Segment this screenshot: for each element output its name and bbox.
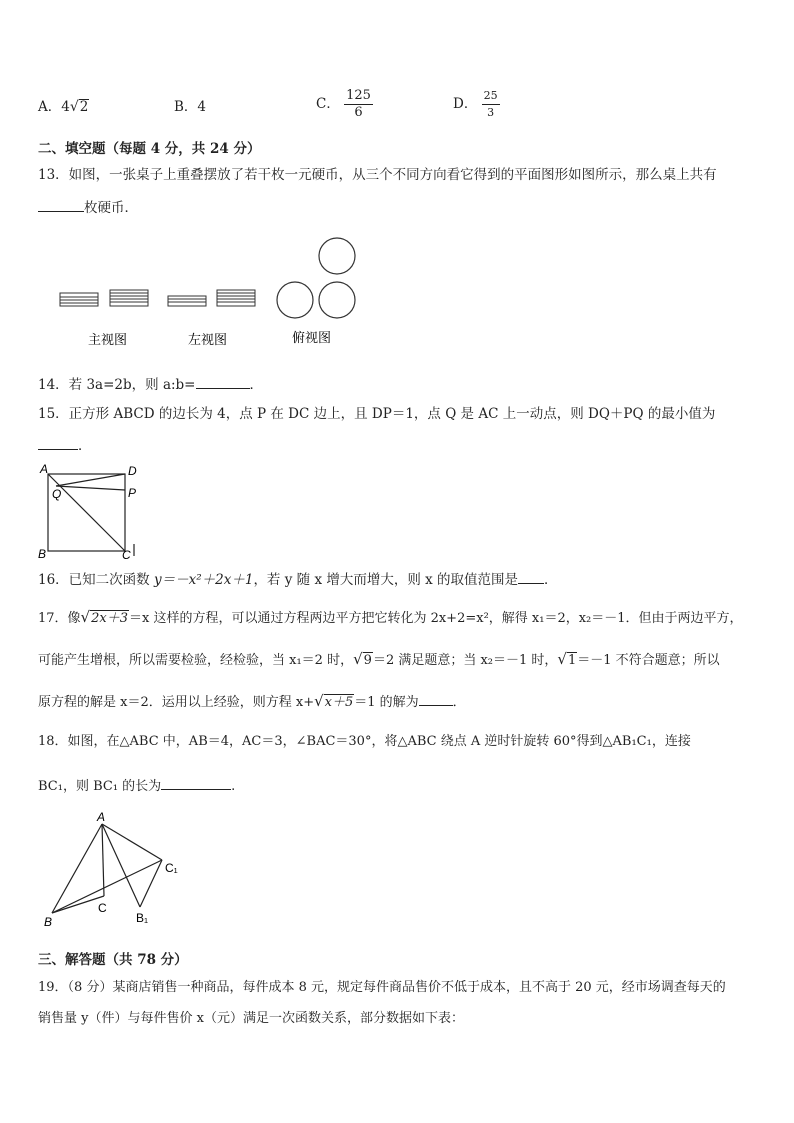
- q16-pre: 16．已知二次函数: [38, 572, 154, 588]
- q16-line: [38, 570, 558, 589]
- label-a: A: [40, 462, 49, 476]
- q17-line3: [38, 692, 466, 712]
- option-d-fraction: [482, 88, 500, 121]
- q18-end: .: [231, 779, 236, 794]
- option-a-label: A．: [38, 99, 62, 115]
- q16-answer-blank[interactable]: [518, 570, 544, 584]
- front-stack-tall: [110, 290, 148, 306]
- label-left-view: 左视图: [188, 332, 228, 347]
- sqrt-sign-icon: √: [69, 99, 79, 115]
- coin-top-circle-2: [277, 282, 313, 318]
- label-c: C: [98, 901, 107, 915]
- option-c-label: C．: [316, 96, 340, 112]
- option-a-radicand: 2: [79, 99, 89, 115]
- label-b: B: [44, 915, 53, 929]
- left-stack-short: [168, 296, 206, 306]
- q17-l2-radicand2: 1: [567, 653, 577, 668]
- label-b: B: [38, 547, 47, 561]
- q18-line2: [38, 776, 235, 796]
- option-d-label: D．: [453, 96, 478, 112]
- option-b: [174, 98, 206, 116]
- q18-line2-pre: BC₁，则 BC₁ 的长为: [38, 779, 162, 794]
- label-p: P: [128, 486, 137, 500]
- q15-line1: 15．正方形 ABCD 的边长为 4，点 P 在 DC 边上，且 DP＝1，点 Q 是 AC 上一动点，则 DQ＋PQ 的最小值为: [38, 406, 716, 422]
- q17-l3-radicand: x＋5: [324, 695, 354, 710]
- segment-qp: [56, 486, 125, 490]
- rotation-triangle-figure: [36, 810, 196, 935]
- q17-l2-pre: 可能产生增根，所以需要检验，经检验，当 x₁＝2 时，: [38, 653, 354, 668]
- front-view-stacks: [60, 290, 148, 306]
- q17-l2-end: ＝－1 不符合题意；所以: [577, 653, 720, 668]
- label-b1: B₁: [136, 911, 149, 925]
- option-d-denominator: 3: [487, 106, 495, 119]
- sqrt-sign-icon: √: [557, 650, 567, 668]
- q17-l2-radicand1: 9: [363, 653, 372, 668]
- q17-l1-mid: ＝x 这样的方程，可以通过方程两边平方把它转化为 2x+2=x²，解得 x₁＝2，x₂＝－1．但由于两边平方，: [128, 611, 743, 626]
- option-d: [453, 88, 500, 121]
- square-abcd-figure: [34, 460, 144, 562]
- option-c-denominator: 6: [354, 105, 363, 120]
- q15-end: ．: [78, 438, 92, 454]
- q13-line2: [38, 198, 138, 217]
- segment-qd: [56, 474, 125, 486]
- segment-ac1: [102, 824, 162, 860]
- segment-ab1: [102, 824, 140, 907]
- coin-views-figure: [40, 232, 380, 362]
- label-d: D: [128, 464, 137, 478]
- coin-top-circle-3: [319, 282, 355, 318]
- q14-answer-blank[interactable]: [196, 375, 250, 389]
- segment-b1c1: [140, 860, 162, 907]
- q13-answer-blank[interactable]: [38, 198, 84, 212]
- label-top-view: 俯视图: [292, 330, 332, 345]
- q17-l3-pre: 原方程的解是 x＝2．运用以上经验，则方程 x+: [38, 695, 315, 710]
- section2-heading: 二、填空题（每题 4 分，共 24 分）: [38, 141, 261, 157]
- option-c-numerator: 125: [346, 88, 371, 103]
- option-a-coef: 4: [61, 99, 70, 115]
- q19-line2: 销售量 y（件）与每件售价 x（元）满足一次函数关系，部分数据如下表：: [38, 1011, 464, 1026]
- q14-end: ．: [249, 377, 263, 393]
- q17-l3-end: ．: [452, 695, 466, 710]
- q14-line: [38, 375, 263, 394]
- q17-line2: [38, 650, 720, 670]
- q16-end: ．: [544, 572, 558, 588]
- left-stack-tall: [217, 290, 255, 306]
- left-view-stacks: [168, 290, 255, 306]
- segment-bc1: [52, 860, 162, 913]
- q14-text: 14．若 3a=2b，则 a:b=: [38, 377, 196, 393]
- option-b-label: B．: [174, 99, 198, 115]
- q17-l1-pre: 17．像: [38, 611, 81, 626]
- option-a: [38, 98, 89, 116]
- option-b-value: 4: [197, 99, 207, 115]
- option-d-numerator: 25: [482, 88, 500, 105]
- q13-line1: 13．如图，一张桌子上重叠摆放了若干枚一元硬币，从三个不同方向看它得到的平面图形如图所示，那么桌上共有: [38, 167, 717, 183]
- sqrt-sign-icon: √: [353, 650, 363, 668]
- q15-line2: [38, 436, 92, 455]
- label-c1: C₁: [165, 861, 178, 875]
- q17-line1: [38, 608, 743, 628]
- sqrt-sign-icon: √: [80, 608, 91, 626]
- q18-answer-blank[interactable]: [161, 776, 231, 790]
- label-q: Q: [52, 487, 62, 501]
- q17-l1-radicand: 2x＋3: [91, 611, 128, 626]
- q16-formula: y＝－x²＋2x＋1: [153, 572, 254, 588]
- q18-line1: 18．如图，在△ABC 中，AB＝4，AC＝3，∠BAC＝30°，将△ABC 绕点 A 逆时针旋转 60°得到△AB₁C₁，连接: [38, 734, 691, 749]
- q15-answer-blank[interactable]: [38, 436, 78, 450]
- option-c-fraction: [344, 88, 373, 121]
- q19-line1: 19．（8 分）某商店销售一种商品，每件成本 8 元，规定每件商品售价不低于成本，且不高于 20 元，经市场调查每天的: [38, 980, 726, 995]
- section3-heading: 三、解答题（共 78 分）: [38, 952, 188, 968]
- sqrt-sign-icon: √: [314, 692, 324, 710]
- top-view-circles: [277, 238, 355, 318]
- segment-ac: [102, 824, 104, 896]
- label-c: C: [122, 548, 131, 562]
- label-a: A: [97, 810, 106, 824]
- option-c: [316, 88, 373, 121]
- q13-line2-text: 枚硬币．: [84, 200, 138, 216]
- label-main-view: 主视图: [88, 332, 128, 347]
- q17-l2-mid: ＝2 满足题意；当 x₂＝－1 时，: [372, 653, 558, 668]
- q16-mid: ，若 y 随 x 增大而增大，则 x 的取值范围是: [253, 572, 519, 588]
- coin-top-circle-1: [319, 238, 355, 274]
- q17-l3-mid: ＝1 的解为: [354, 695, 419, 710]
- q17-answer-blank[interactable]: [419, 692, 453, 706]
